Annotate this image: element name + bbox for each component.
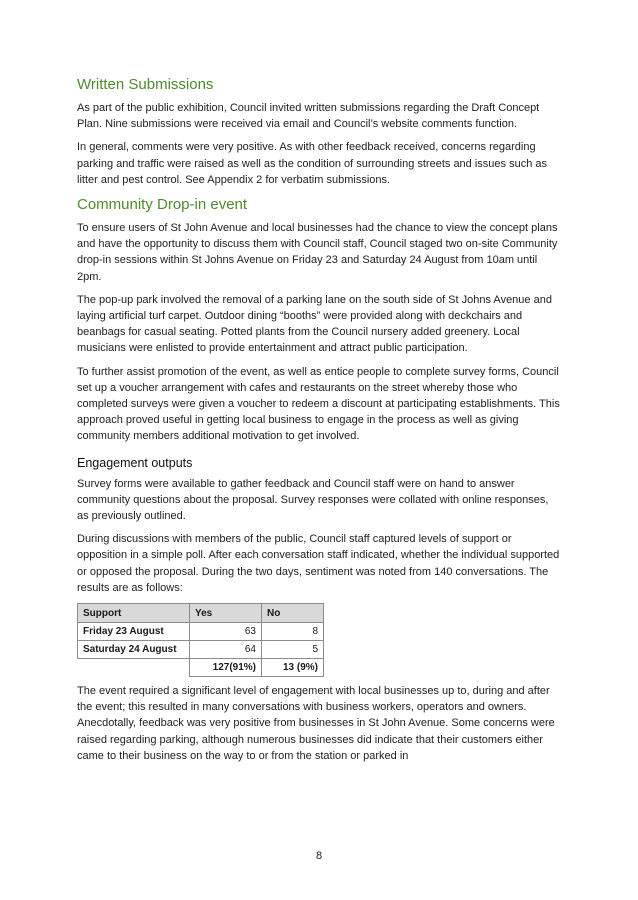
table-header-cell: No — [262, 604, 324, 623]
table-row — [78, 641, 324, 659]
table-cell-label: Saturday 24 August — [78, 641, 190, 659]
paragraph: During discussions with members of the public, Council staff captured levels of support or opposition in a simple poll. After each conversation staff indicated, whether the individual supported or opposed the proposal. During the two days, sentiment was noted from 140 conversations. The results are as follows: — [77, 533, 560, 594]
table-header-cell: Yes — [190, 604, 262, 623]
document-page — [77, 76, 561, 771]
paragraph: The event required a significant level of engagement with local businesses up to, during and after the event; this resulted in many conversations with business workers, operators and owners. Anecdotally, feedback was very positive from businesses in St John Avenue. Some concerns were raised regarding parking, although numerous businesses did indicate that their customers either came to their business on the way to or from the station or parked in — [77, 685, 555, 762]
section-heading-community-drop-in: Community Drop-in event — [77, 196, 248, 214]
table-header-cell: Support — [78, 604, 190, 623]
section-heading-written-submissions: Written Submissions — [77, 76, 214, 93]
poll-results-table — [77, 603, 324, 677]
table-cell-label: Friday 23 August — [78, 623, 190, 641]
table-cell-empty — [78, 659, 190, 677]
paragraph: To ensure users of St John Avenue and local businesses had the chance to view the concept plans and have the opportunity to discuss them with Council staff, Council staged two on-site Community drop-in sessions within St Johns Avenue on Friday 23 and Saturday 24 August from 10am until 2pm. — [77, 222, 558, 283]
table-cell-total-yes: 127(91%) — [190, 659, 262, 677]
subheading-engagement-outputs: Engagement outputs — [77, 455, 193, 470]
table-totals-row — [78, 659, 324, 677]
table-cell-yes: 63 — [190, 623, 262, 641]
page-number: 8 — [315, 850, 323, 862]
paragraph: To further assist promotion of the event, as well as entice people to complete survey forms, Council set up a voucher arrangement with cafes and restaurants on the street whereby those who completed surveys were given a voucher to redeem a discount at participating establishments. This approach proved useful in getting local business to engage in the process as well as giving community members additional motivation to get involved. — [77, 365, 560, 443]
paragraph: As part of the public exhibition, Council invited written submissions regarding the Draft Concept Plan. Nine submissions were received via email and Council’s website comments function. — [77, 102, 540, 131]
table-header-row — [78, 604, 324, 623]
paragraph: The pop-up park involved the removal of a parking lane on the south side of St Johns Avenue and laying artificial turf carpet. Outdoor dining “booths” were provided along with deckchairs and beanbags for casual seating. Potted plants from the Council nursery added greenery. Local musicians were enlisted to provide entertainment and attract public participation. — [77, 293, 552, 355]
table-cell-no: 5 — [262, 641, 324, 659]
table-cell-no: 8 — [262, 623, 324, 641]
paragraph: Survey forms were available to gather feedback and Council staff were on hand to answer community questions about the proposal. Survey responses were collated with online responses, as previously outlined. — [77, 477, 549, 523]
paragraph: In general, comments were very positive. As with other feedback received, concerns regarding parking and traffic were raised as well as the condition of surrounding streets and issues such as litter and pest control. See Appendix 2 for verbatim submissions. — [77, 141, 547, 186]
table-cell-yes: 64 — [190, 641, 262, 659]
table-cell-total-no: 13 (9%) — [262, 659, 324, 677]
table-row — [78, 623, 324, 641]
